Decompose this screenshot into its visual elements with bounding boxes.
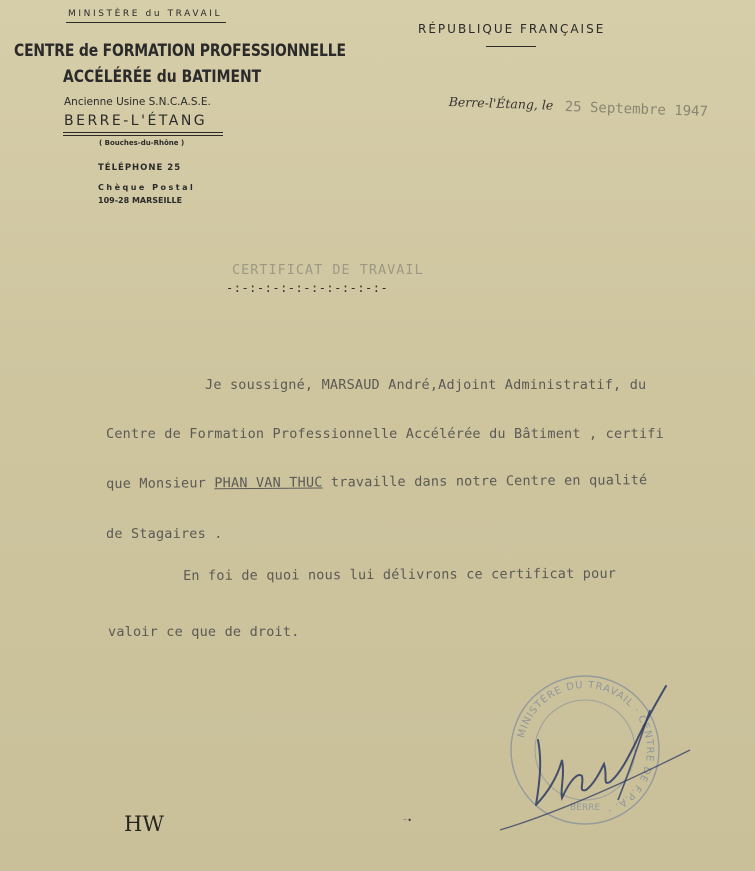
ministry-underline [66,22,226,23]
centre-name-line1: CENTRE de FORMATION PROFESSIONNELLE [14,41,346,61]
body-line-5: En foi de quoi nous lui délivrons ce certificat pour [183,565,617,584]
body-line-3-end: travaille dans notre Centre en qualité [322,472,648,491]
usine-line: Ancienne Usine S.N.C.A.S.E. [64,96,211,108]
signature [490,680,700,840]
postal-account-line: 109-28 MARSEILLE [98,196,183,205]
republic-underline [486,46,536,47]
person-name: PHAN VAN THUC [214,474,323,492]
town-underline-2 [63,135,223,136]
initials-mark: HW [124,812,164,836]
body-line-3 [106,472,647,492]
town-underline-1 [63,132,223,133]
centre-name-line2: ACCÉLÉRÉE du BATIMENT [63,67,262,87]
body-line-4: de Stagaires . [106,526,223,542]
body-line-3-start: que Monsieur [106,475,215,492]
stamp-text-bottom: BERRE [569,803,601,813]
telephone-line: TÉLÉPHONE 25 [98,163,182,173]
cheque-postal-line: Chèque Postal [98,183,196,192]
department-line: ( Bouches-du-Rhône ) [99,139,185,147]
republic-heading: RÉPUBLIQUE FRANÇAISE [418,22,606,36]
title-separator: -:-:-:-:-:-:-:-:-:-:- [226,281,389,295]
stamp-text-top: MINISTÈRE DU TRAVAIL · CENTRE DE F.P.A. · [516,679,656,816]
body-line-2: Centre de Formation Professionnelle Accélérée du Bâtiment , certifi [106,426,664,442]
place-line: Berre-l'Étang, le [448,94,554,113]
certificate-title: CERTIFICAT DE TRAVAIL [232,262,424,278]
ink-mark: ⁻• [403,816,412,825]
body-line-6: valoir ce que de droit. [108,624,300,640]
body-line-1: Je soussigné, MARSAUD André,Adjoint Administratif, du [205,377,647,393]
date-line: 25 Septembre 1947 [564,99,709,120]
ministry-heading: MINISTÈRE du TRAVAIL [68,9,223,19]
town-name: BERRE-L'ÉTANG [64,113,208,129]
